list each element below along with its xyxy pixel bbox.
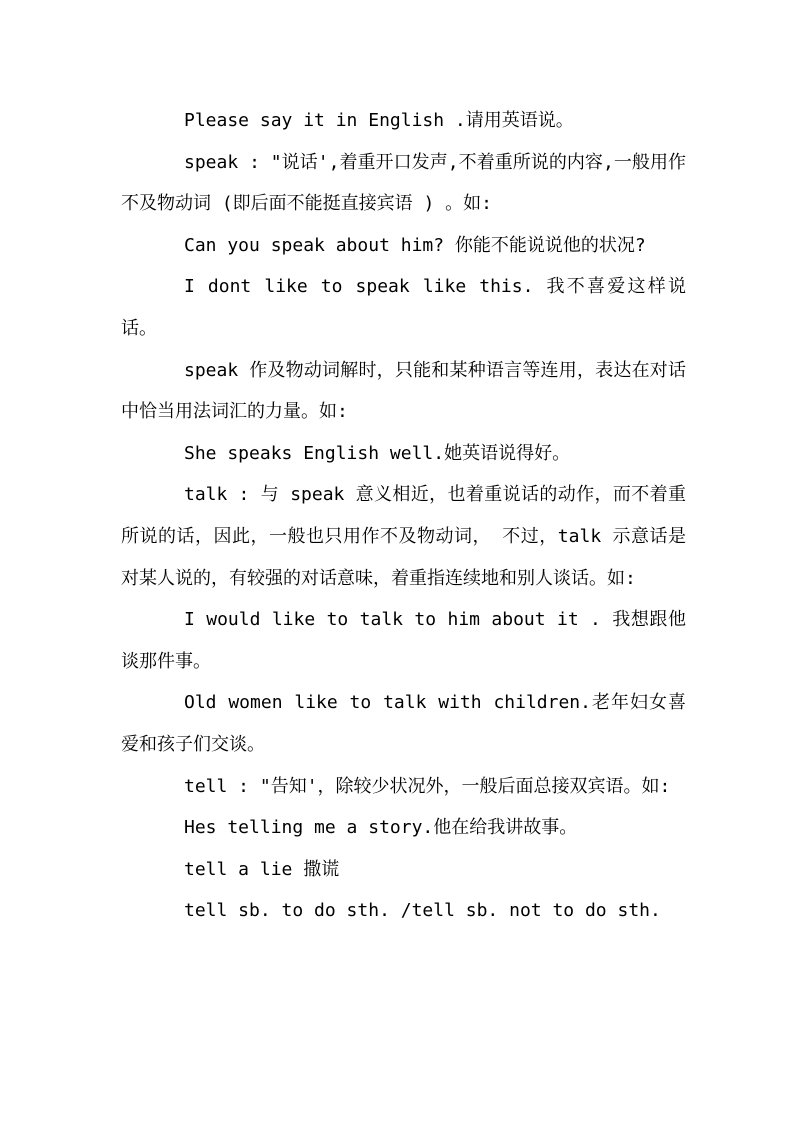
paragraph-please-say: Please say it in English .请用英语说。: [184, 110, 574, 131]
paragraph-talk-example-2: Old women like to talk with children.老年妇女喜爱和孩子们交谈。: [121, 692, 686, 755]
paragraph-talk-example-1: I would like to talk to him about it . 我想跟他谈那件事。: [121, 609, 686, 672]
paragraph-talk-definition: talk : 与 speak 意义相近，也着重说话的动作，而不着重所说的话，因此，一般也只用作不及物动词， 不过，talk 示意话是对某人说的，有较强的对话意味，着重指连续地和别人谈话。如:: [121, 484, 686, 589]
paragraph-tell-example-1: Hes telling me a story.他在给我讲故事。: [184, 817, 578, 839]
paragraph-speak-example-3: She speaks English well.她英语说得好。: [184, 442, 571, 464]
paragraph-speak-example-1: Can you speak about him? 你能不能说说他的状况?: [184, 234, 646, 256]
paragraph-speak-definition: speak : "说话',着重开口发声,不着重所说的内容,一般用作不及物动词 (即后面不能挺直接宾语 ) 。如:: [121, 151, 686, 215]
paragraph-tell-phrase-1: tell a lie 撒谎: [184, 858, 340, 880]
paragraph-speak-transitive: speak 作及物动词解时，只能和某种语言等连用，表达在对话中恰当用法词汇的力量。如:: [121, 359, 686, 423]
document-body: [121, 100, 686, 932]
paragraph-tell-phrase-2: tell sb. to do sth. /tell sb. not to do sth.: [184, 900, 661, 922]
paragraph-tell-definition: tell : "告知'，除较少状况外，一般后面总接双宾语。如:: [184, 775, 671, 797]
paragraph-speak-example-2: I dont like to speak like this. 我不喜爱这样说话。: [121, 276, 686, 339]
